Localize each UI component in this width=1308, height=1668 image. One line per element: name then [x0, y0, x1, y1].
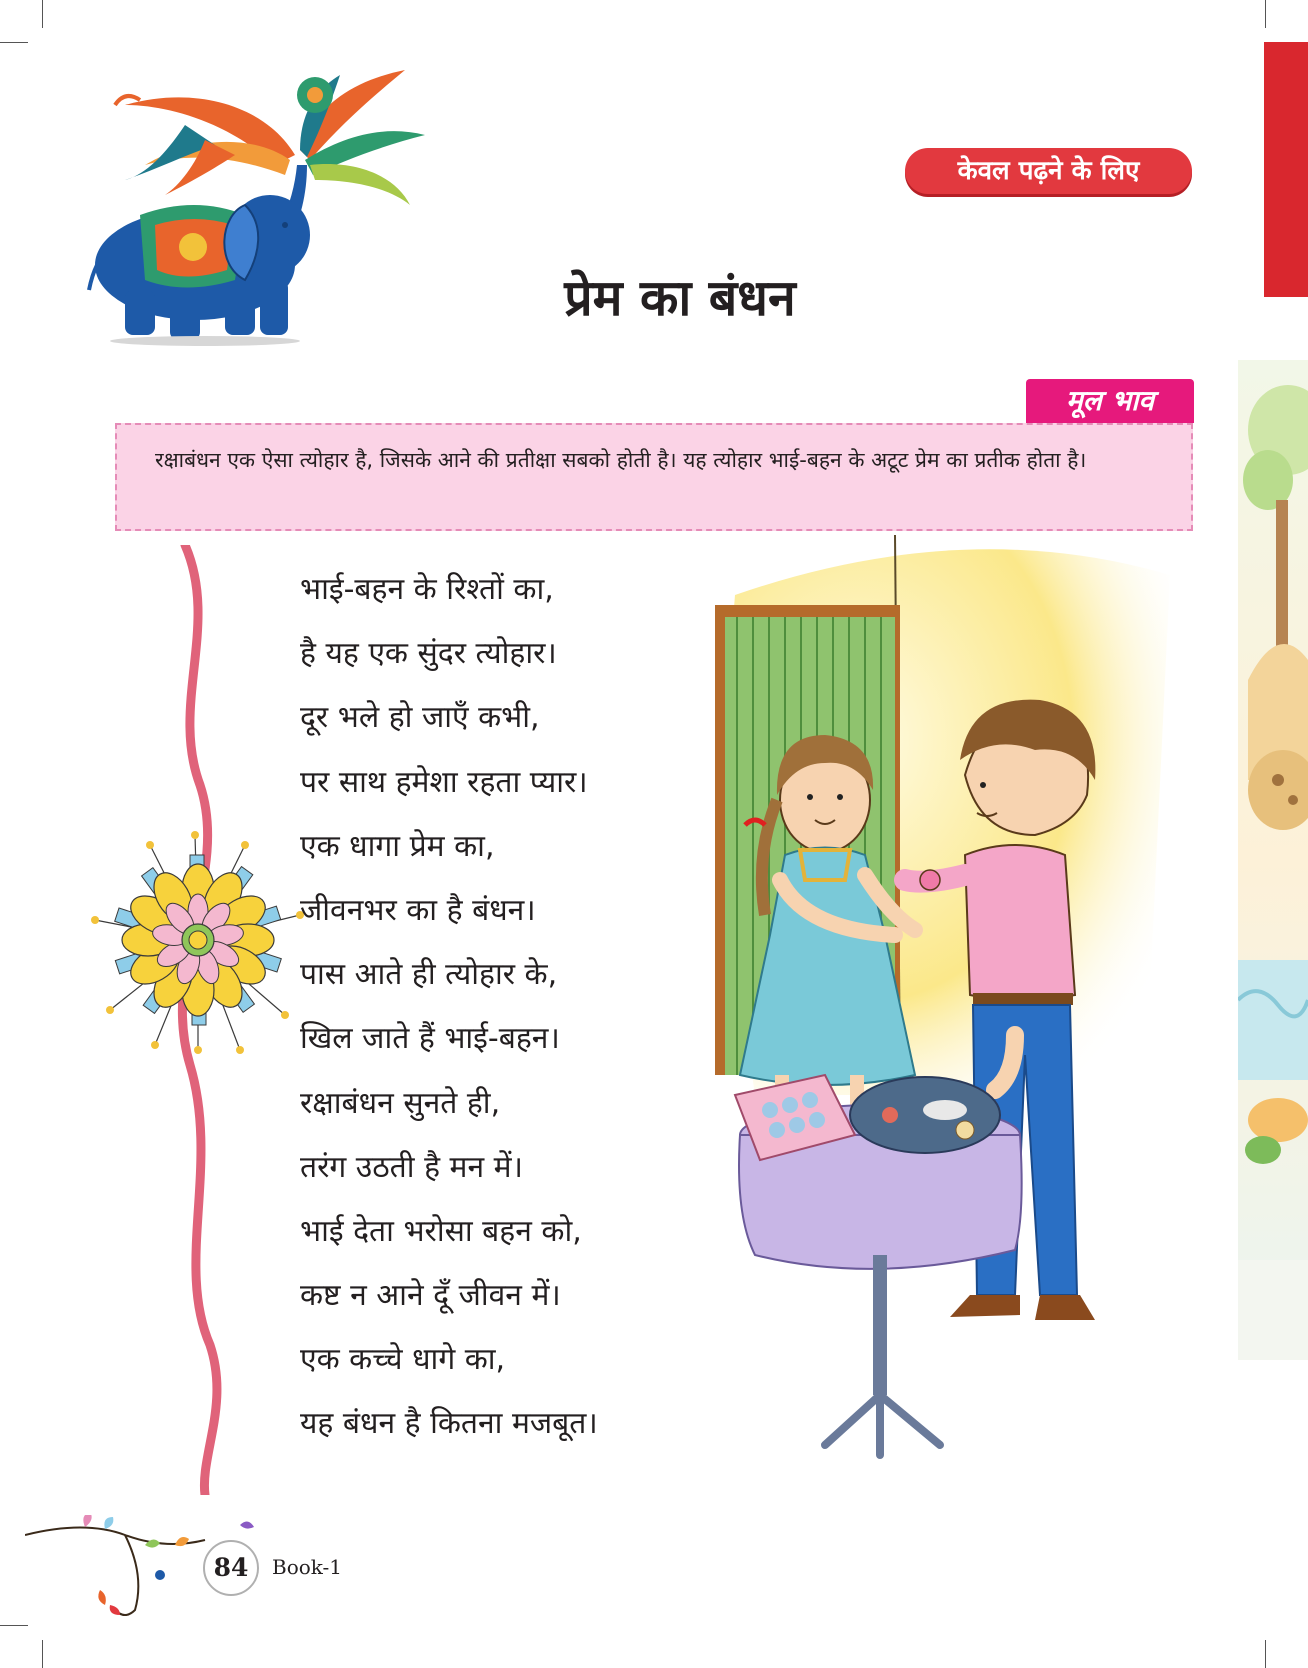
poem-line: जीवनभर का है बंधन।	[300, 892, 536, 928]
poem-line: यह बंधन है कितना मजबूत।	[300, 1406, 598, 1442]
poem-line: तरंग उठती है मन में।	[300, 1149, 523, 1185]
poem-line: खिल जाते हैं भाई-बहन।	[300, 1021, 560, 1057]
poem	[300, 558, 730, 1457]
poem-line: एक कच्चे धागे का,	[300, 1342, 506, 1378]
elephant-illustration	[85, 65, 445, 350]
poem-line: पर साथ हमेशा रहता प्यार।	[300, 764, 588, 800]
page-title: प्रेम का बंधन	[564, 269, 796, 327]
crop-mark	[0, 42, 28, 43]
poem-line: भाई देता भरोसा बहन को,	[300, 1213, 582, 1249]
side-scenery-illustration	[1238, 360, 1308, 1360]
crop-mark	[1265, 1640, 1266, 1668]
poem-line: पास आते ही त्योहार के,	[300, 957, 558, 993]
summary-heading: मूल भाव	[1026, 379, 1194, 423]
poem-line: है यह एक सुंदर त्योहार।	[300, 636, 557, 672]
crop-mark	[1265, 0, 1266, 28]
poem-line: रक्षाबंधन सुनते ही,	[300, 1085, 501, 1121]
page-number: 84	[203, 1540, 259, 1596]
poem-line: कष्ट न आने दूँ जीवन में।	[300, 1278, 561, 1314]
summary-text: रक्षाबंधन एक ऐसा त्योहार है, जिसके आने की प्रतीक्षा सबको होती है। यह त्योहार भाई-बहन के अटूट प्रेम का प्रतीक होता है।	[155, 448, 1087, 472]
poem-line: दूर भले हो जाएँ कभी,	[300, 700, 540, 736]
book-label: Book-1	[272, 1555, 343, 1579]
chapter-edge-tab	[1264, 42, 1308, 297]
poem-line: भाई-बहन के रिश्तों का,	[300, 572, 554, 607]
summary-box	[115, 423, 1193, 531]
crop-mark	[0, 1625, 28, 1626]
poem-line: एक धागा प्रेम का,	[300, 828, 495, 864]
siblings-rakhi-illustration	[715, 535, 1170, 1465]
rakhi-illustration	[80, 545, 330, 1495]
crop-mark	[42, 0, 43, 28]
reading-only-badge: केवल पढ़ने के लिए	[905, 148, 1192, 194]
crop-mark	[42, 1640, 43, 1668]
